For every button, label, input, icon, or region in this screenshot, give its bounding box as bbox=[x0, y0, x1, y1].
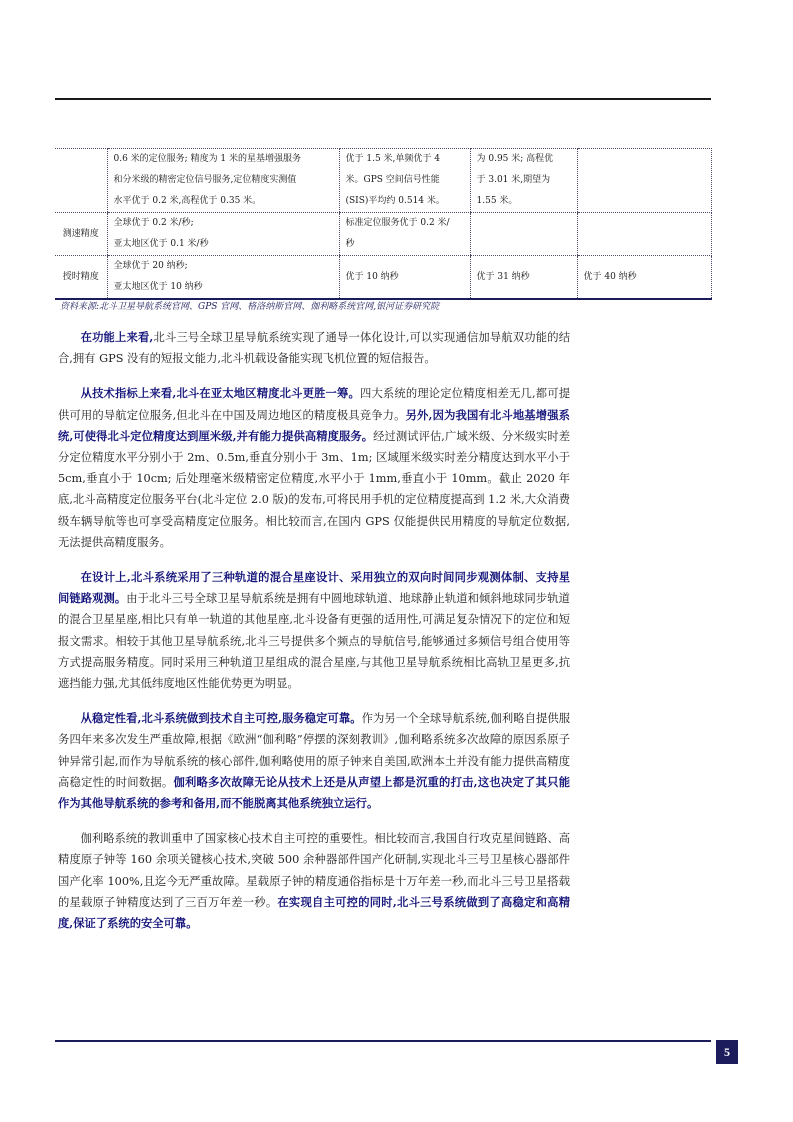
table-cell bbox=[339, 256, 470, 300]
cell-line: 米。GPS 空间信号性能 bbox=[345, 175, 440, 185]
paragraph-lessons: 伽利略系统的教训重申了国家核心技术自主可控的重要性。相比较而言,我国自行攻克星间链路、高精度原子钟等 160 余项关键核心技术,突破 500 余种器部件国产化研制,实现北斗三号卫星核心器部件国产化率 100%,且迄今无严重故障。星载原子钟的精度通俗指标是十万年差一秒,而北斗三号卫星搭载的星载原子钟精度达到了三百万年差一秒。在实现自主可控的同时,北斗三号系统做到了高稳定和高精度,保证了系统的安全可靠。 bbox=[58, 832, 570, 931]
paragraph-design: 在设计上,北斗系统采用了三种轨道的混合星座设计、采用独立的双向时间同步观测体制、支持星间链路观测。由于北斗三号全球卫星导航系统是拥有中圆地球轨道、地球静止轨道和倾斜地球同步轨道的混合卫星星座,相比只有单一轨道的其他星座,北斗设备有更强的适用性,可满足复杂情况下的定位和短报文需求。相较于其他卫星导航系统,北斗三号提供多个频点的导航信号,能够通过多频信号组合使用等方式提高服务精度。同时采用三种轨道卫星组成的混合星座,与其他卫星导航系统相比高轨卫星更多,抗遮挡能力强,尤其低纬度地区性能优势更为明显。 bbox=[58, 570, 570, 691]
cell-line: 优于 31 纳秒 bbox=[476, 271, 530, 282]
table-cell bbox=[107, 256, 339, 300]
page-number: 5 bbox=[716, 1040, 738, 1064]
footer-rule bbox=[55, 1040, 711, 1042]
paragraph-technical-indicators: 从技术指标上来看,北斗在亚太地区精度北斗更胜一筹。四大系统的理论定位精度相差无几,都可提供可用的导航定位服务,但北斗在中国及周边地区的精度极具竞争力。另外,因为我国有北斗地基增强系统,可使得北斗定位精度达到厘米级,并有能力提供高精度服务。经过测试评估,广域米级、分米级实时差分定位精度水平分别小于 2m、0.5m,垂直分别小于 3m、1m; 区域厘米级实时差分精度达到水平小于 5cm,垂直小于 10cm; 后处理毫米级精密定位精度,水平小于 1mm,垂直小于 10mm。截止 2020 年底,北斗高精度定位服务平台(北斗定位 2.0 版)的发布,可将民用手机的定位精度提高到 1.2 米,大众消费级车辆导航等也可享受高精度定位服务。相比较而言,在国内 GPS 仅能提供民用精度的导航定位数据,无法提供高精度服务。 bbox=[58, 386, 571, 549]
precision-comparison-table bbox=[55, 148, 712, 300]
cell-line: 标准定位服务优于 0.2 米/ bbox=[345, 218, 450, 228]
cell-line: 全球优于 0.2 米/秒; bbox=[113, 218, 194, 228]
cell-line: 亚太地区优于 10 纳秒 bbox=[113, 282, 203, 292]
body-text bbox=[58, 327, 570, 948]
table-cell bbox=[577, 256, 711, 300]
cell-line: 为 0.95 米; 高程优 bbox=[476, 154, 554, 164]
cell-line: 和分米级的精密定位信号服务,定位精度实测值 bbox=[113, 175, 297, 185]
cell-line: 于 3.01 米,期望为 bbox=[476, 175, 551, 185]
row-label bbox=[55, 149, 107, 213]
cell-line: 优于 10 纳秒 bbox=[345, 271, 399, 282]
header-rule bbox=[55, 98, 711, 100]
cell-line: 1.55 米。 bbox=[476, 196, 518, 206]
cell-line: 优于 1.5 米,单频优于 4 bbox=[345, 154, 440, 164]
cell-line: 0.6 米的定位服务; 精度为 1 米的星基增强服务 bbox=[113, 154, 302, 164]
cell-line: 亚太地区优于 0.1 米/秒 bbox=[113, 239, 209, 249]
table-cell bbox=[577, 149, 711, 213]
table-row bbox=[55, 213, 711, 256]
table-source-note: 资料来源:北斗卫星导航系统官网、GPS 官网、格洛纳斯官网、伽利略系统官网,银河证券研究院 bbox=[60, 302, 440, 312]
table-cell bbox=[577, 213, 711, 256]
table-row bbox=[55, 149, 711, 213]
table-cell bbox=[339, 149, 470, 213]
table-cell bbox=[107, 213, 339, 256]
table-cell bbox=[470, 256, 577, 300]
cell-line: 优于 40 纳秒 bbox=[583, 271, 637, 282]
row-label: 授时精度 bbox=[55, 256, 107, 300]
cell-line: 秒 bbox=[345, 239, 355, 249]
paragraph-function: 在功能上来看,北斗三号全球卫星导航系统实现了通导一体化设计,可以实现通信加导航双功能的结合,拥有 GPS 没有的短报文能力,北斗机载设备能实现飞机位置的短信报告。 bbox=[58, 330, 570, 366]
table-cell bbox=[470, 149, 577, 213]
cell-line: (SIS)平均约 0.514 米。 bbox=[345, 196, 445, 206]
table-cell bbox=[107, 149, 339, 213]
cell-line: 全球优于 20 纳秒; bbox=[113, 261, 188, 271]
cell-line: 水平优于 0.2 米,高程优于 0.35 米。 bbox=[113, 196, 262, 206]
paragraph-stability: 从稳定性看,北斗系统做到技术自主可控,服务稳定可靠。作为另一个全球导航系统,伽利略自提供服务四年来多次发生严重故障,根据《欧洲“伽利略”停摆的深刻教训》,伽利略系统多次故障的原因系原子钟异常引起,而作为导航系统的核心部件,伽利略使用的原子钟来自美国,欧洲本土并没有能力提供高精度高稳定性的时间数据。伽利略多次故障无论从技术上还是从声望上都是沉重的打击,这也决定了其只能作为其他导航系统的参考和备用,而不能脱离其他系统独立运行。 bbox=[58, 711, 570, 811]
table-cell bbox=[470, 213, 577, 256]
table-row bbox=[55, 256, 711, 300]
row-label: 测速精度 bbox=[55, 213, 107, 256]
table-cell bbox=[339, 213, 470, 256]
